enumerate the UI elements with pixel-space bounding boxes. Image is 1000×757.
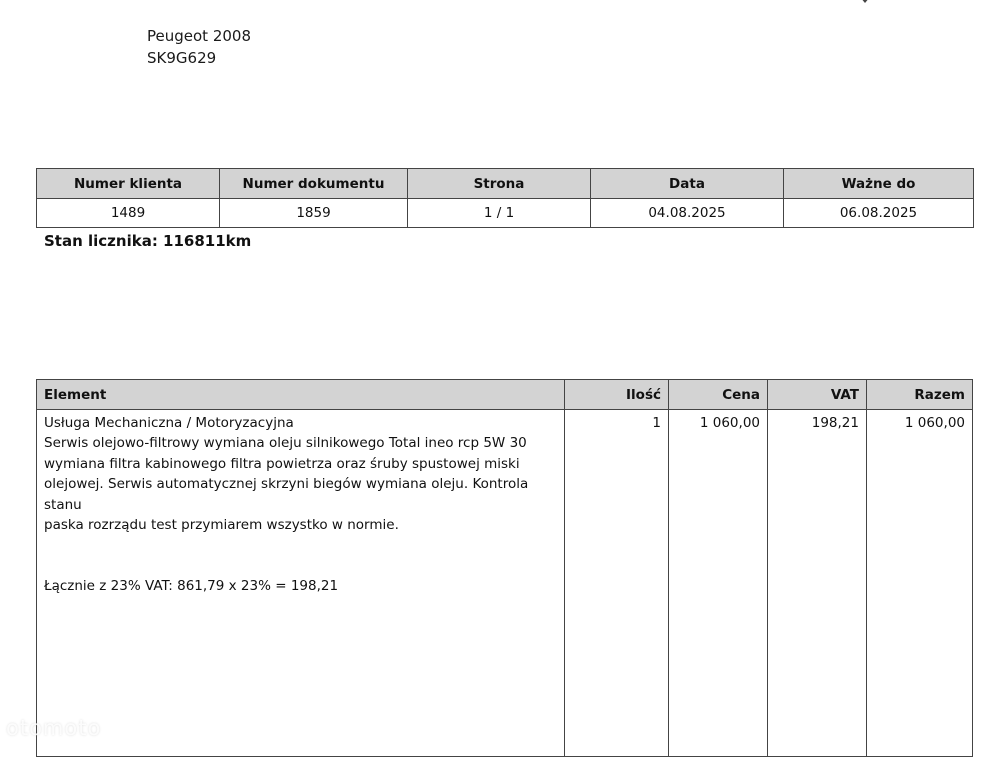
header-element: Element xyxy=(37,380,565,410)
vehicle-model: Peugeot 2008 xyxy=(147,27,251,45)
header-date: Data xyxy=(591,169,784,199)
item-vat-note: Łącznie z 23% VAT: 861,79 x 23% = 198,21 xyxy=(44,578,339,595)
watermark-logo: otomoto xyxy=(6,716,102,740)
header-vat: VAT xyxy=(768,380,867,410)
item-description-line: Serwis olejowo-filtrowy wymiana oleju silnikowego Total ineo rcp 5W 30 xyxy=(44,435,527,452)
items-table xyxy=(36,379,973,757)
item-quantity: 1 xyxy=(565,410,669,757)
document-number: 1859 xyxy=(220,199,408,228)
header-client-number: Numer klienta xyxy=(37,169,220,199)
meta-value-row xyxy=(37,199,974,228)
header-page: Strona xyxy=(408,169,591,199)
item-description-line: wymiana filtra kabinowego filtra powietrza oraz śruby spustowej miski xyxy=(44,455,520,472)
item-price: 1 060,00 xyxy=(669,410,768,757)
header-document-number: Numer dokumentu xyxy=(220,169,408,199)
vehicle-info xyxy=(147,25,251,69)
table-row xyxy=(37,410,973,757)
meta-header-row xyxy=(37,169,974,199)
item-description-line: paska rozrządu test przymiarem wszystko w normie. xyxy=(44,517,399,534)
item-element-cell xyxy=(37,410,565,757)
document-meta-table xyxy=(36,168,974,228)
header-price: Cena xyxy=(669,380,768,410)
item-title: Usługa Mechaniczna / Motoryzacyjna xyxy=(44,415,294,431)
client-number: 1489 xyxy=(37,199,220,228)
odometer-reading: Stan licznika: 116811km xyxy=(44,232,252,250)
logo-fragment-icon xyxy=(858,0,872,4)
items-header-row xyxy=(37,380,973,410)
header-total: Razem xyxy=(867,380,973,410)
document-date: 04.08.2025 xyxy=(591,199,784,228)
item-description-line: olejowej. Serwis automatycznej skrzyni biegów wymiana oleju. Kontrola stanu xyxy=(44,476,529,513)
item-spacer xyxy=(44,535,557,576)
valid-until-date: 06.08.2025 xyxy=(784,199,974,228)
page-number: 1 / 1 xyxy=(408,199,591,228)
header-valid-until: Ważne do xyxy=(784,169,974,199)
item-total: 1 060,00 xyxy=(867,410,973,757)
vehicle-plate: SK9G629 xyxy=(147,49,217,67)
header-quantity: Ilość xyxy=(565,380,669,410)
item-vat: 198,21 xyxy=(768,410,867,757)
